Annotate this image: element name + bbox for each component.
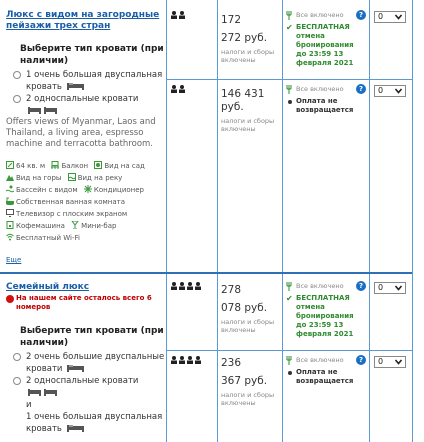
amenities-row (6, 173, 166, 183)
amenity-air-conditioning: Кондиционер (84, 186, 144, 194)
amenities-row (6, 233, 166, 243)
bed-option-label: 1 очень большая двуспальная кровать (26, 412, 163, 434)
price-cell (221, 14, 283, 64)
amenity-size: 64 кв. м (6, 162, 45, 170)
tax-note: налоги и сборы включены (221, 391, 275, 407)
bed-type-selector (6, 44, 166, 117)
air-conditioning-icon (84, 185, 92, 193)
bed-option-label: 2 односпальные кровати (26, 376, 139, 386)
conditions-cell (286, 85, 366, 115)
rooms-quantity-select[interactable]: 0 (374, 11, 406, 23)
garden-view-icon (94, 161, 102, 169)
balcony-icon (51, 161, 59, 169)
non-refundable: Оплата не возвращается (286, 97, 366, 115)
more-amenities-link[interactable]: Еще (6, 256, 22, 264)
rooms-quantity-select[interactable]: 0 (374, 356, 406, 368)
amenity-wifi: Бесплатный Wi-Fi (6, 234, 80, 242)
bed-option-label: 2 очень большие двуспальные кровати (26, 352, 165, 374)
free-cancellation: ✔ БЕСПЛАТНАЯ отмена бронирования до 23:59 13 февраля 2021 (286, 23, 354, 67)
radio-button[interactable] (13, 377, 21, 385)
help-icon[interactable]: ? (356, 84, 366, 94)
meal-plan: Все включено ? (286, 11, 366, 20)
amenity-mountain-view: Вид на горы (6, 174, 61, 182)
rooms-quantity-select[interactable]: 0 (374, 282, 406, 294)
room-divider (0, 272, 412, 274)
column-divider (166, 0, 167, 442)
double-bed-icon (67, 365, 84, 372)
occupancy-4-icon (170, 356, 216, 364)
check-icon: ✔ (286, 23, 293, 32)
radio-button[interactable] (13, 353, 21, 361)
coffee-machine-icon (6, 221, 14, 229)
tax-note: налоги и сборы включены (221, 48, 275, 64)
flat-tv-icon (6, 209, 14, 217)
chevron-down-icon (395, 285, 402, 291)
meal-plan: Все включено ? (286, 356, 366, 365)
bed-option-two-king[interactable] (6, 351, 166, 375)
bed-option-twin-plus-king[interactable] (6, 375, 166, 399)
bed-type-heading: Выберите тип кровати (при наличии) (20, 326, 164, 348)
price-amount: 278 (221, 284, 242, 296)
bed-option-king-extra (6, 411, 166, 435)
amenity-balcony: Балкон (51, 162, 88, 170)
help-icon[interactable]: ? (356, 355, 366, 365)
mountain-view-icon (6, 173, 14, 181)
chevron-down-icon (395, 88, 402, 94)
fork-icon (286, 356, 293, 365)
column-divider (217, 0, 218, 442)
amenity-garden-view: Вид на сад (94, 162, 145, 170)
free-cancellation: ✔ БЕСПЛАТНАЯ отмена бронирования до 23:59 13 февраля 2021 (286, 294, 354, 338)
tax-note: налоги и сборы включены (221, 117, 275, 133)
bed-option-conjunction: и (26, 400, 32, 410)
amenities-row (6, 161, 166, 171)
bullet-icon (288, 371, 292, 375)
minibar-icon (71, 221, 79, 229)
bed-option-label: 1 очень большая двуспальная кровать (26, 70, 163, 92)
tax-note: налоги и сборы включены (221, 318, 275, 334)
pool-view-icon (6, 185, 14, 193)
amenities-row (6, 209, 166, 219)
price-amount: 172 (221, 14, 242, 26)
river-view-icon (68, 173, 76, 181)
non-refundable: Оплата не возвращается (286, 368, 366, 386)
room-title[interactable]: Люкс с видом на загородные пейзажи трех стран (6, 10, 160, 31)
column-divider (369, 0, 370, 442)
price-amount-continued: 078 руб. (221, 302, 268, 314)
private-bathroom-icon (6, 197, 14, 205)
double-bed-icon (67, 83, 84, 90)
rooms-quantity-select[interactable]: 0 (374, 85, 406, 97)
bed-option-twin[interactable] (6, 93, 166, 117)
chevron-down-icon (395, 14, 402, 20)
conditions-cell (286, 11, 366, 68)
price-amount-continued: 272 руб. (221, 32, 268, 44)
double-bed-icon (67, 425, 84, 432)
radio-button[interactable] (13, 95, 21, 103)
bed-option-label: 2 односпальные кровати (26, 94, 139, 104)
chevron-down-icon (395, 359, 402, 365)
meal-plan: Все включено ? (286, 282, 366, 291)
fork-icon (286, 282, 293, 291)
bullet-icon (288, 100, 292, 104)
twin-bed-icon (28, 389, 58, 396)
bed-type-heading: Выберите тип кровати (при наличии) (20, 44, 164, 66)
price-cell (221, 284, 283, 334)
occupancy-2-icon (170, 11, 216, 19)
alert-icon (6, 295, 14, 303)
size-icon (6, 161, 14, 169)
occupancy-2-icon (170, 85, 216, 93)
price-cell (221, 88, 283, 133)
room-title[interactable]: Семейный люкс (6, 282, 90, 292)
row-divider (166, 79, 412, 80)
bed-type-selector (6, 326, 166, 435)
meal-plan: Все включено ? (286, 85, 366, 94)
amenity-private-bathroom: Собственная ванная комната (6, 198, 125, 206)
price-cell (221, 357, 283, 407)
help-icon[interactable]: ? (356, 10, 366, 20)
amenities-row (6, 185, 166, 195)
bed-option-king[interactable] (6, 69, 166, 93)
price-amount: 146 431 руб. (221, 88, 265, 113)
amenities-row (6, 197, 166, 207)
amenity-river-view: Вид на реку (68, 174, 123, 182)
amenity-coffee-machine: Кофемашина (6, 222, 65, 230)
twin-bed-icon (28, 107, 58, 114)
fork-icon (286, 85, 293, 94)
price-amount: 236 (221, 357, 242, 369)
conditions-cell (286, 282, 366, 339)
fork-icon (286, 11, 293, 20)
price-amount-continued: 367 руб. (221, 375, 268, 387)
room-description: Offers views of Myanmar, Laos and Thailand, a living area, espresso machine and terracotta bathroom. (6, 117, 156, 149)
row-divider (166, 350, 412, 351)
help-icon[interactable]: ? (356, 281, 366, 291)
amenity-minibar: Мини-бар (71, 222, 116, 230)
conditions-cell (286, 356, 366, 386)
amenities-row (6, 221, 166, 231)
check-icon: ✔ (286, 294, 293, 303)
radio-button[interactable] (13, 71, 21, 79)
occupancy-4-icon (170, 282, 216, 290)
wifi-icon (6, 233, 14, 241)
column-divider (412, 0, 413, 442)
availability-warning: На нашем сайте осталось всего 6 номеров (6, 294, 166, 312)
amenity-pool-view: Бассейн с видом (6, 186, 78, 194)
amenity-flat-tv: Телевизор с плоским экраном (6, 210, 127, 218)
